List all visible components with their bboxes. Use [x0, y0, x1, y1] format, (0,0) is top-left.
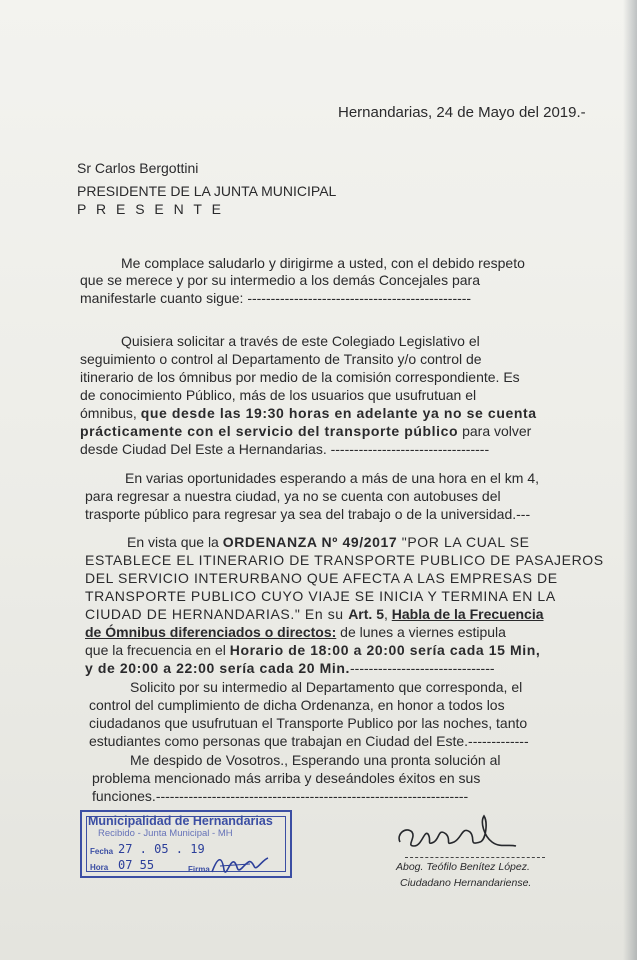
p5-line2: control del cumplimiento de dicha Ordenanza, en honor a todos los: [89, 697, 505, 713]
p6-line3: funciones.-------------------------------------------------------------------: [92, 788, 469, 804]
p2-line5-bold: que desde las 19:30 horas en adelante ya no se cuenta: [140, 405, 537, 421]
p5-line3: ciudadanos que usufrutuan el Transporte Publico por las noches, tanto: [89, 715, 528, 731]
p2-line5-start: ómnibus,: [80, 405, 141, 421]
signer-title: Ciudadano Hernandariense.: [400, 877, 532, 889]
p3-line3: trasporte público para regresar ya sea del trabajo o de la universidad.---: [85, 506, 531, 522]
p3-line1: En varias oportunidades esperando a más de una hora en el km 4,: [125, 470, 540, 486]
p4-line5-start: CIUDAD DE HERNANDARIAS." En su: [85, 606, 349, 622]
p4-line4: TRANSPORTE PUBLICO CUYO VIAJE SE INICIA Y TERMINA EN LA: [85, 588, 556, 604]
p4-line5-comma: ,: [383, 606, 392, 622]
p4-line3: DEL SERVICIO INTERURBANO QUE AFECTA A LAS EMPRESAS DE: [85, 570, 558, 586]
p4-line1-start: En vista que la: [127, 534, 223, 550]
recipient-title: PRESIDENTE DE LA JUNTA MUNICIPAL: [77, 183, 337, 199]
p1-line3: manifestarle cuanto sigue: ------------------------------------------------: [80, 290, 472, 306]
p2-line6: [80, 423, 531, 440]
signer-name: Abog. Teófilo Benítez López.: [396, 861, 530, 873]
p4-line5: [85, 606, 544, 623]
page-edge-shadow: [623, 0, 637, 960]
handwritten-signature-icon: [392, 812, 542, 862]
signature-line: [405, 857, 545, 858]
schedule-1: Horario de 18:00 a 20:00 sería cada 15 Min,: [229, 642, 541, 658]
p4-line1-end: "POR LA CUAL SE: [397, 534, 530, 550]
recipient-presente: P R E S E N T E: [77, 201, 224, 217]
stamp-firma-label: Firma: [188, 865, 210, 874]
p6-line2: problema mencionado más arriba y deseándoles éxitos en sus: [92, 770, 481, 786]
reception-stamp: [80, 810, 292, 878]
schedule-2: y de 20:00 a 22:00 sería cada 20 Min.: [85, 660, 351, 676]
p2-line6-end: para volver: [458, 423, 532, 439]
stamp-fecha-label: Fecha: [90, 847, 114, 856]
ordinance-number: ORDENANZA Nº 49/2017: [222, 534, 398, 550]
article-number: Art. 5: [348, 606, 384, 622]
p2-line6-bold: prácticamente con el servicio del transporte público: [80, 423, 459, 439]
p1-line2: que se merece y por su intermedio a los demás Concejales para: [80, 272, 480, 288]
p2-line3: itinerario de los ómnibus por medio de la comisión correspondiente. Es: [80, 369, 520, 385]
p5-line1: Solicito por su intermedio al Departamento que corresponda, el: [130, 679, 523, 695]
p2-line1: Quisiera solicitar a través de este Colegiado Legislativo el: [121, 333, 480, 349]
stamp-signature-icon: [210, 852, 270, 878]
p4-line8-dashes: -------------------------------: [350, 660, 495, 676]
stamp-fecha-value: 27 . 05 . 19: [118, 842, 205, 856]
p2-line5: [80, 405, 537, 422]
stamp-received: Recibido - Junta Municipal - MH: [98, 828, 233, 839]
p2-line4: de conocimiento Público, más de los usuarios que usufrutuan el: [80, 387, 477, 403]
p4-line1: [127, 534, 530, 551]
p4-line6-underlined: de Ómnibus diferenciados o directos:: [85, 624, 337, 640]
p4-line6: [85, 624, 506, 641]
p4-line2: ESTABLECE EL ITINERARIO DE TRANSPORTE PUBLICO DE PASAJEROS: [85, 552, 604, 568]
recipient-name: Sr Carlos Bergottini: [77, 160, 199, 176]
p4-line5-underlined: Habla de la Frecuencia: [391, 606, 544, 622]
p4-line7-start: que la frecuencia en el: [85, 642, 230, 658]
stamp-title: Municipalidad de Hernandarias: [88, 814, 273, 828]
p2-line7: desde Ciudad Del Este a Hernandarias. ----------------------------------: [80, 441, 490, 457]
p1-line1: Me complace saludarlo y dirigirme a usted, con el debido respeto: [121, 255, 525, 271]
p4-line7: [85, 642, 540, 659]
p3-line2: para regresar a nuestra ciudad, ya no se cuenta con autobuses del: [85, 488, 501, 504]
p4-line8: [85, 660, 495, 677]
stamp-hora-label: Hora: [90, 863, 109, 872]
p4-line6-end: de lunes a viernes estipula: [336, 624, 506, 640]
p2-line2: seguimiento o control al Departamento de Transito y/o control de: [80, 351, 482, 367]
p5-line4: estudiantes como personas que trabajan en Ciudad del Este.-------------: [89, 733, 529, 749]
p6-line1: Me despido de Vosotros., Esperando una pronta solución al: [130, 752, 501, 768]
stamp-hora-value: 07 55: [118, 858, 155, 872]
letter-date: Hernandarias, 24 de Mayo del 2019.-: [338, 104, 586, 121]
